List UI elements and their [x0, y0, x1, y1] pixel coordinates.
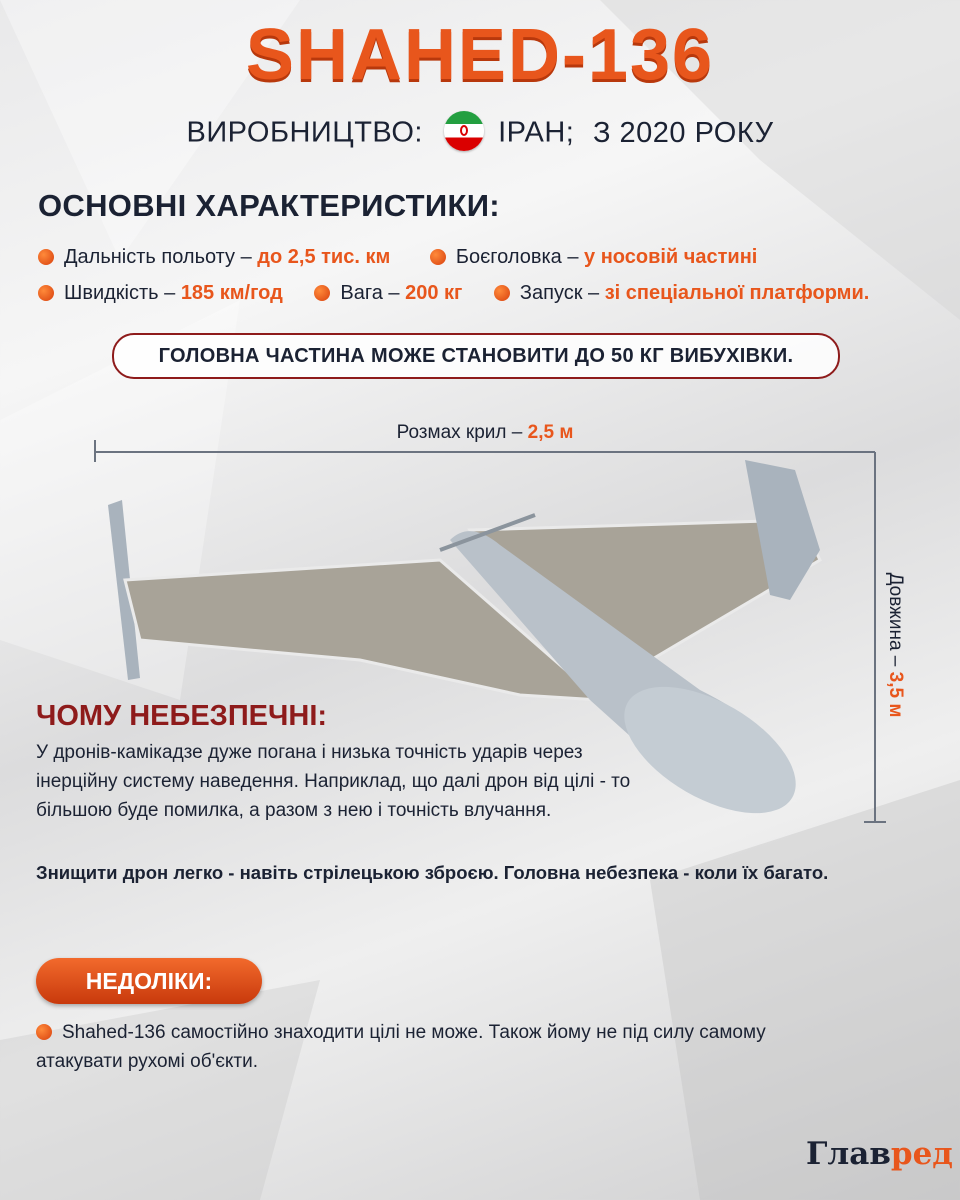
danger-text: У дронів-камікадзе дуже погана і низька точність ударів через інерційну систему наведення. Наприклад, що далі дрон від цілі - то більшою буде помилка, а разом з нею і точність влучання. — [36, 742, 631, 821]
bullet-icon — [36, 1024, 52, 1040]
production-country: ІРАН; — [498, 116, 575, 149]
length-label: Довжина – 3,5 м — [885, 572, 906, 718]
cons-heading: НЕДОЛІКИ: — [36, 958, 262, 1004]
wingspan-label: Розмах крил – 2,5 м — [396, 422, 574, 443]
glavred-logo: Главред — [806, 1136, 953, 1172]
spec-warhead: Боєголовка – у носовій частині — [430, 246, 758, 269]
spec-range: Дальність польоту – до 2,5 тис. км — [38, 246, 390, 269]
danger-bold-text: Знищити дрон легко - навіть стрілецькою зброєю. Головна небезпека - коли їх багато. — [36, 862, 829, 883]
danger-heading: ЧОМУ НЕБЕЗПЕЧНІ: — [36, 700, 328, 732]
spec-weight: Вага – 200 кг — [314, 282, 462, 305]
page-title: SHAHED-136 — [245, 15, 715, 95]
warhead-note: ГОЛОВНА ЧАСТИНА МОЖЕ СТАНОВИТИ ДО 50 КГ ВИБУХІВКИ. — [112, 333, 840, 379]
spec-speed: Швидкість – 185 км/год — [38, 282, 283, 305]
spec-launch: Запуск – зі спеціальної платформи. — [494, 282, 869, 305]
cons-item: Shahed-136 самостійно знаходити цілі не може. Також йому не під силу самому атакувати рухомі об'єкти. — [36, 1022, 766, 1072]
specs-heading: ОСНОВНІ ХАРАКТЕРИСТИКИ: — [38, 188, 500, 223]
production-label: ВИРОБНИЦТВО: — [186, 116, 423, 149]
production-since: З 2020 РОКУ — [592, 116, 774, 149]
